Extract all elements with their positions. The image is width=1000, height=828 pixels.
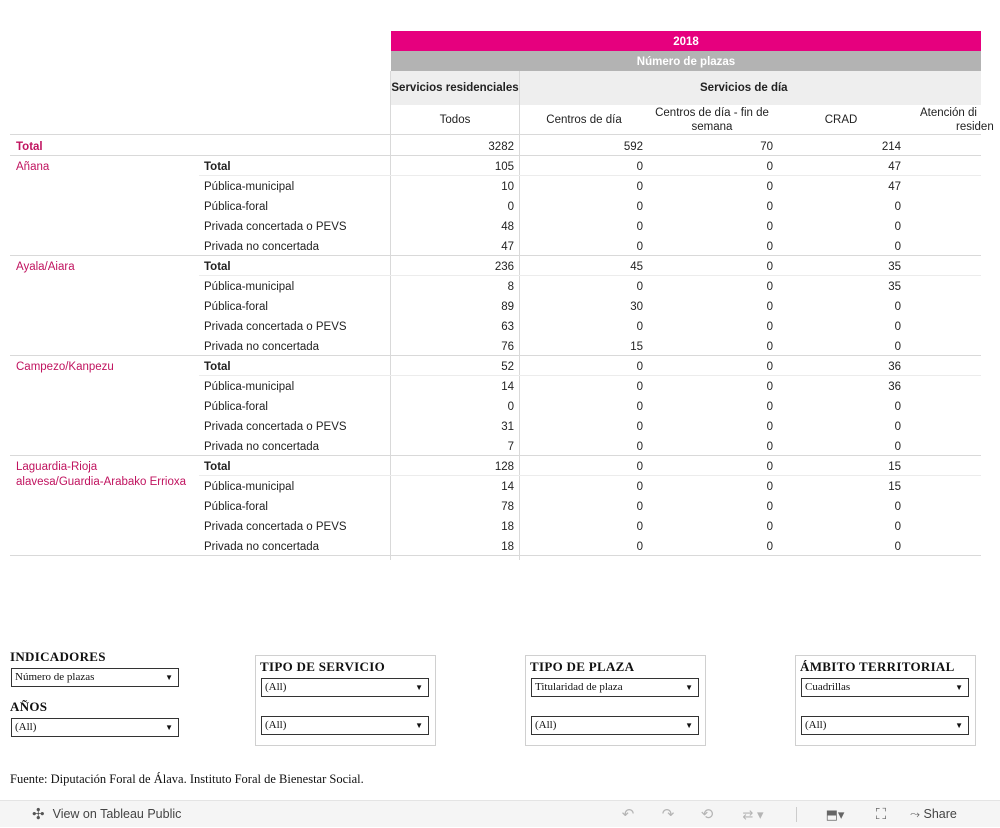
row-label: Privada no concertada [204,341,320,353]
filter-indicadores-title: INDICADORES [10,649,106,664]
cell-centros-dia: 0 [636,241,643,253]
row-label: Total [204,461,231,473]
cell-todos: 14 [501,381,514,393]
chevron-down-icon: ▼ [165,723,173,732]
col-header-fin-semana-line1: Centros de día - fin de [655,106,769,119]
share-icon: ⤳ [910,807,921,821]
cell-todos: 128 [494,461,514,473]
cell-todos: 31 [501,421,514,433]
cell-centros-dia: 0 [636,381,643,393]
cell-fin-semana: 0 [766,341,773,353]
row-label: Privada no concertada [204,541,320,553]
cell-crad: 0 [894,201,901,213]
cell-crad: 36 [888,381,901,393]
region-label: Campezo/Kanpezu [16,361,114,373]
cell-todos: 76 [501,341,514,353]
ambito-value-2: (All) [805,719,827,731]
cell-todos: 0 [507,401,514,413]
chevron-down-icon: ▼ [685,721,693,730]
row-label: Pública-municipal [204,481,295,493]
cell-centros-dia: 0 [636,461,643,473]
toolbar-divider [796,807,797,822]
cell-fin-semana: 0 [766,181,773,193]
cell-fin-semana: 0 [766,381,773,393]
measure-header: Número de plazas [391,51,981,71]
tableau-logo-icon: ✣ [32,806,45,823]
ambito-value: Cuadrillas [805,681,851,693]
cell-crad: 0 [894,301,901,313]
filter-tipo-servicio-title: TIPO DE SERVICIO [260,659,385,674]
cell-fin-semana: 0 [766,441,773,453]
row-label: Privada no concertada [204,241,320,253]
undo-icon[interactable]: ↶ [621,806,635,823]
row-label: Pública-foral [204,401,268,413]
cell-centros-dia: 0 [636,521,643,533]
grand-total-crad: 214 [881,141,901,153]
cell-crad: 47 [888,181,901,193]
cell-centros-dia: 0 [636,401,643,413]
cell-fin-semana: 0 [766,241,773,253]
ambito-dropdown[interactable] [801,678,969,697]
cell-fin-semana: 0 [766,281,773,293]
cell-centros-dia: 0 [636,441,643,453]
region-label: Añana [16,161,50,173]
cell-todos: 10 [501,181,514,193]
tipo-servicio-value: (All) [265,681,287,693]
tableau-toolbar [0,800,1000,827]
cell-todos: 89 [501,301,514,313]
cell-crad: 0 [894,341,901,353]
col-header-todos: Todos [439,113,471,126]
share-label: Share [923,807,957,821]
grand-total-centros-dia: 592 [623,141,643,153]
row-label: Privada concertada o PEVS [204,421,347,433]
source-note: Fuente: Diputación Foral de Álava. Instituto Foral de Bienestar Social. [10,772,364,786]
cell-crad: 47 [888,161,901,173]
row-label: Pública-foral [204,201,268,213]
cell-todos: 48 [501,221,514,233]
cell-todos: 14 [501,481,514,493]
cell-fin-semana: 0 [766,501,773,513]
download-icon[interactable]: ⬒▾ [825,807,845,822]
cell-centros-dia: 0 [636,481,643,493]
region-label-line2: alavesa/Guardia-Arabako Errioxa [16,476,187,488]
cell-crad: 35 [888,281,901,293]
col-header-atencion [906,105,1000,134]
anos-dropdown[interactable] [11,718,179,737]
col-header-crad: CRAD [824,113,858,126]
cell-centros-dia: 0 [636,201,643,213]
cell-todos: 105 [494,161,514,173]
cell-fin-semana: 0 [766,221,773,233]
cell-fin-semana: 0 [766,521,773,533]
cell-crad: 0 [894,501,901,513]
row-label: Privada concertada o PEVS [204,321,347,333]
anos-value: (All) [15,721,37,733]
region-label-line1: Laguardia-Rioja [16,461,98,473]
col-divider [519,71,520,560]
cell-centros-dia: 0 [636,541,643,553]
cell-todos: 18 [501,521,514,533]
col-header-fin-semana-line2: semana [691,120,733,133]
cell-fin-semana: 0 [766,461,773,473]
group-header-residential: Servicios residenciales [391,71,519,105]
chevron-down-icon: ▼ [165,673,173,682]
col-header-atencion-line2: residen [956,120,994,133]
tipo-plaza-value-2: (All) [535,719,557,731]
col-header-centros-dia: Centros de día [546,113,622,126]
cell-centros-dia: 0 [636,501,643,513]
cell-centros-dia: 0 [636,161,643,173]
tipo-servicio-value-2: (All) [265,719,287,731]
col-divider [390,71,391,560]
group-header-day: Servicios de día [520,71,981,105]
row-label: Pública-foral [204,301,268,313]
cell-todos: 8 [507,281,514,293]
pause-updates-icon[interactable]: ⇄ ▾ [742,807,764,822]
col-header-atencion-line1: Atención di [920,106,977,119]
cell-crad: 0 [894,221,901,233]
cell-fin-semana: 0 [766,401,773,413]
cell-todos: 78 [501,501,514,513]
cell-centros-dia: 0 [636,281,643,293]
row-label: Total [204,161,231,173]
cell-fin-semana: 0 [766,421,773,433]
cell-centros-dia: 0 [636,181,643,193]
tipo-servicio-dropdown-2[interactable] [261,716,429,735]
cell-crad: 15 [888,461,901,473]
view-on-tableau-link[interactable] [32,801,181,828]
row-label: Total [204,261,231,273]
cell-fin-semana: 0 [766,541,773,553]
col-header-fin-semana [648,105,776,134]
cell-fin-semana: 0 [766,481,773,493]
cell-crad: 0 [894,541,901,553]
cell-todos: 236 [494,261,514,273]
region-label: Ayala/Aiara [16,261,75,273]
cell-centros-dia: 15 [630,341,643,353]
fullscreen-icon[interactable]: ⛶ [875,806,887,823]
ambito-dropdown-2[interactable] [801,716,969,735]
cell-centros-dia: 45 [630,261,643,273]
row-label: Privada concertada o PEVS [204,221,347,233]
row-label: Privada no concertada [204,441,320,453]
cell-crad: 35 [888,261,901,273]
year-header: 2018 [391,31,981,51]
cell-todos: 63 [501,321,514,333]
cell-crad: 0 [894,441,901,453]
filter-tipo-plaza-title: TIPO DE PLAZA [530,659,635,674]
header-divider [10,134,981,135]
share-button[interactable] [910,801,957,828]
cell-crad: 0 [894,321,901,333]
view-on-tableau-label: View on Tableau Public [52,807,182,821]
redo-icon[interactable]: ↷ [661,806,675,823]
cell-todos: 0 [507,201,514,213]
cell-crad: 36 [888,361,901,373]
filter-ambito-title: ÁMBITO TERRITORIAL [800,659,955,674]
filter-anos-title: AÑOS [10,699,48,714]
chevron-down-icon: ▼ [955,683,963,692]
row-label: Total [204,361,231,373]
cell-fin-semana: 0 [766,201,773,213]
cell-todos: 52 [501,361,514,373]
cell-centros-dia: 0 [636,321,643,333]
cell-fin-semana: 0 [766,361,773,373]
cell-todos: 18 [501,541,514,553]
cell-centros-dia: 0 [636,221,643,233]
cell-centros-dia: 0 [636,361,643,373]
cell-fin-semana: 0 [766,161,773,173]
chevron-down-icon: ▼ [415,721,423,730]
cell-fin-semana: 0 [766,301,773,313]
chevron-down-icon: ▼ [955,721,963,730]
cell-crad: 0 [894,241,901,253]
cell-todos: 7 [507,441,514,453]
tipo-plaza-value: Titularidad de plaza [535,681,623,693]
indicadores-value: Número de plazas [15,671,95,683]
revert-icon[interactable]: ⟲ [700,806,714,823]
chevron-down-icon: ▼ [685,683,693,692]
cell-crad: 0 [894,521,901,533]
cell-centros-dia: 30 [630,301,643,313]
grand-total-fin-semana: 70 [760,141,773,153]
cell-crad: 0 [894,421,901,433]
tipo-plaza-dropdown-2[interactable] [531,716,699,735]
row-label: Pública-municipal [204,381,295,393]
row-label: Pública-foral [204,501,268,513]
cell-centros-dia: 0 [636,421,643,433]
cell-crad: 0 [894,401,901,413]
cell-todos: 47 [501,241,514,253]
tipo-servicio-dropdown[interactable] [261,678,429,697]
row-label: Pública-municipal [204,281,295,293]
indicadores-dropdown[interactable] [11,668,179,687]
grand-total-label: Total [16,141,43,153]
row-label: Pública-municipal [204,181,295,193]
cell-fin-semana: 0 [766,261,773,273]
tipo-plaza-dropdown[interactable] [531,678,699,697]
chevron-down-icon: ▼ [415,683,423,692]
cell-crad: 15 [888,481,901,493]
cell-fin-semana: 0 [766,321,773,333]
grand-total-todos: 3282 [488,141,514,153]
row-label: Privada concertada o PEVS [204,521,347,533]
